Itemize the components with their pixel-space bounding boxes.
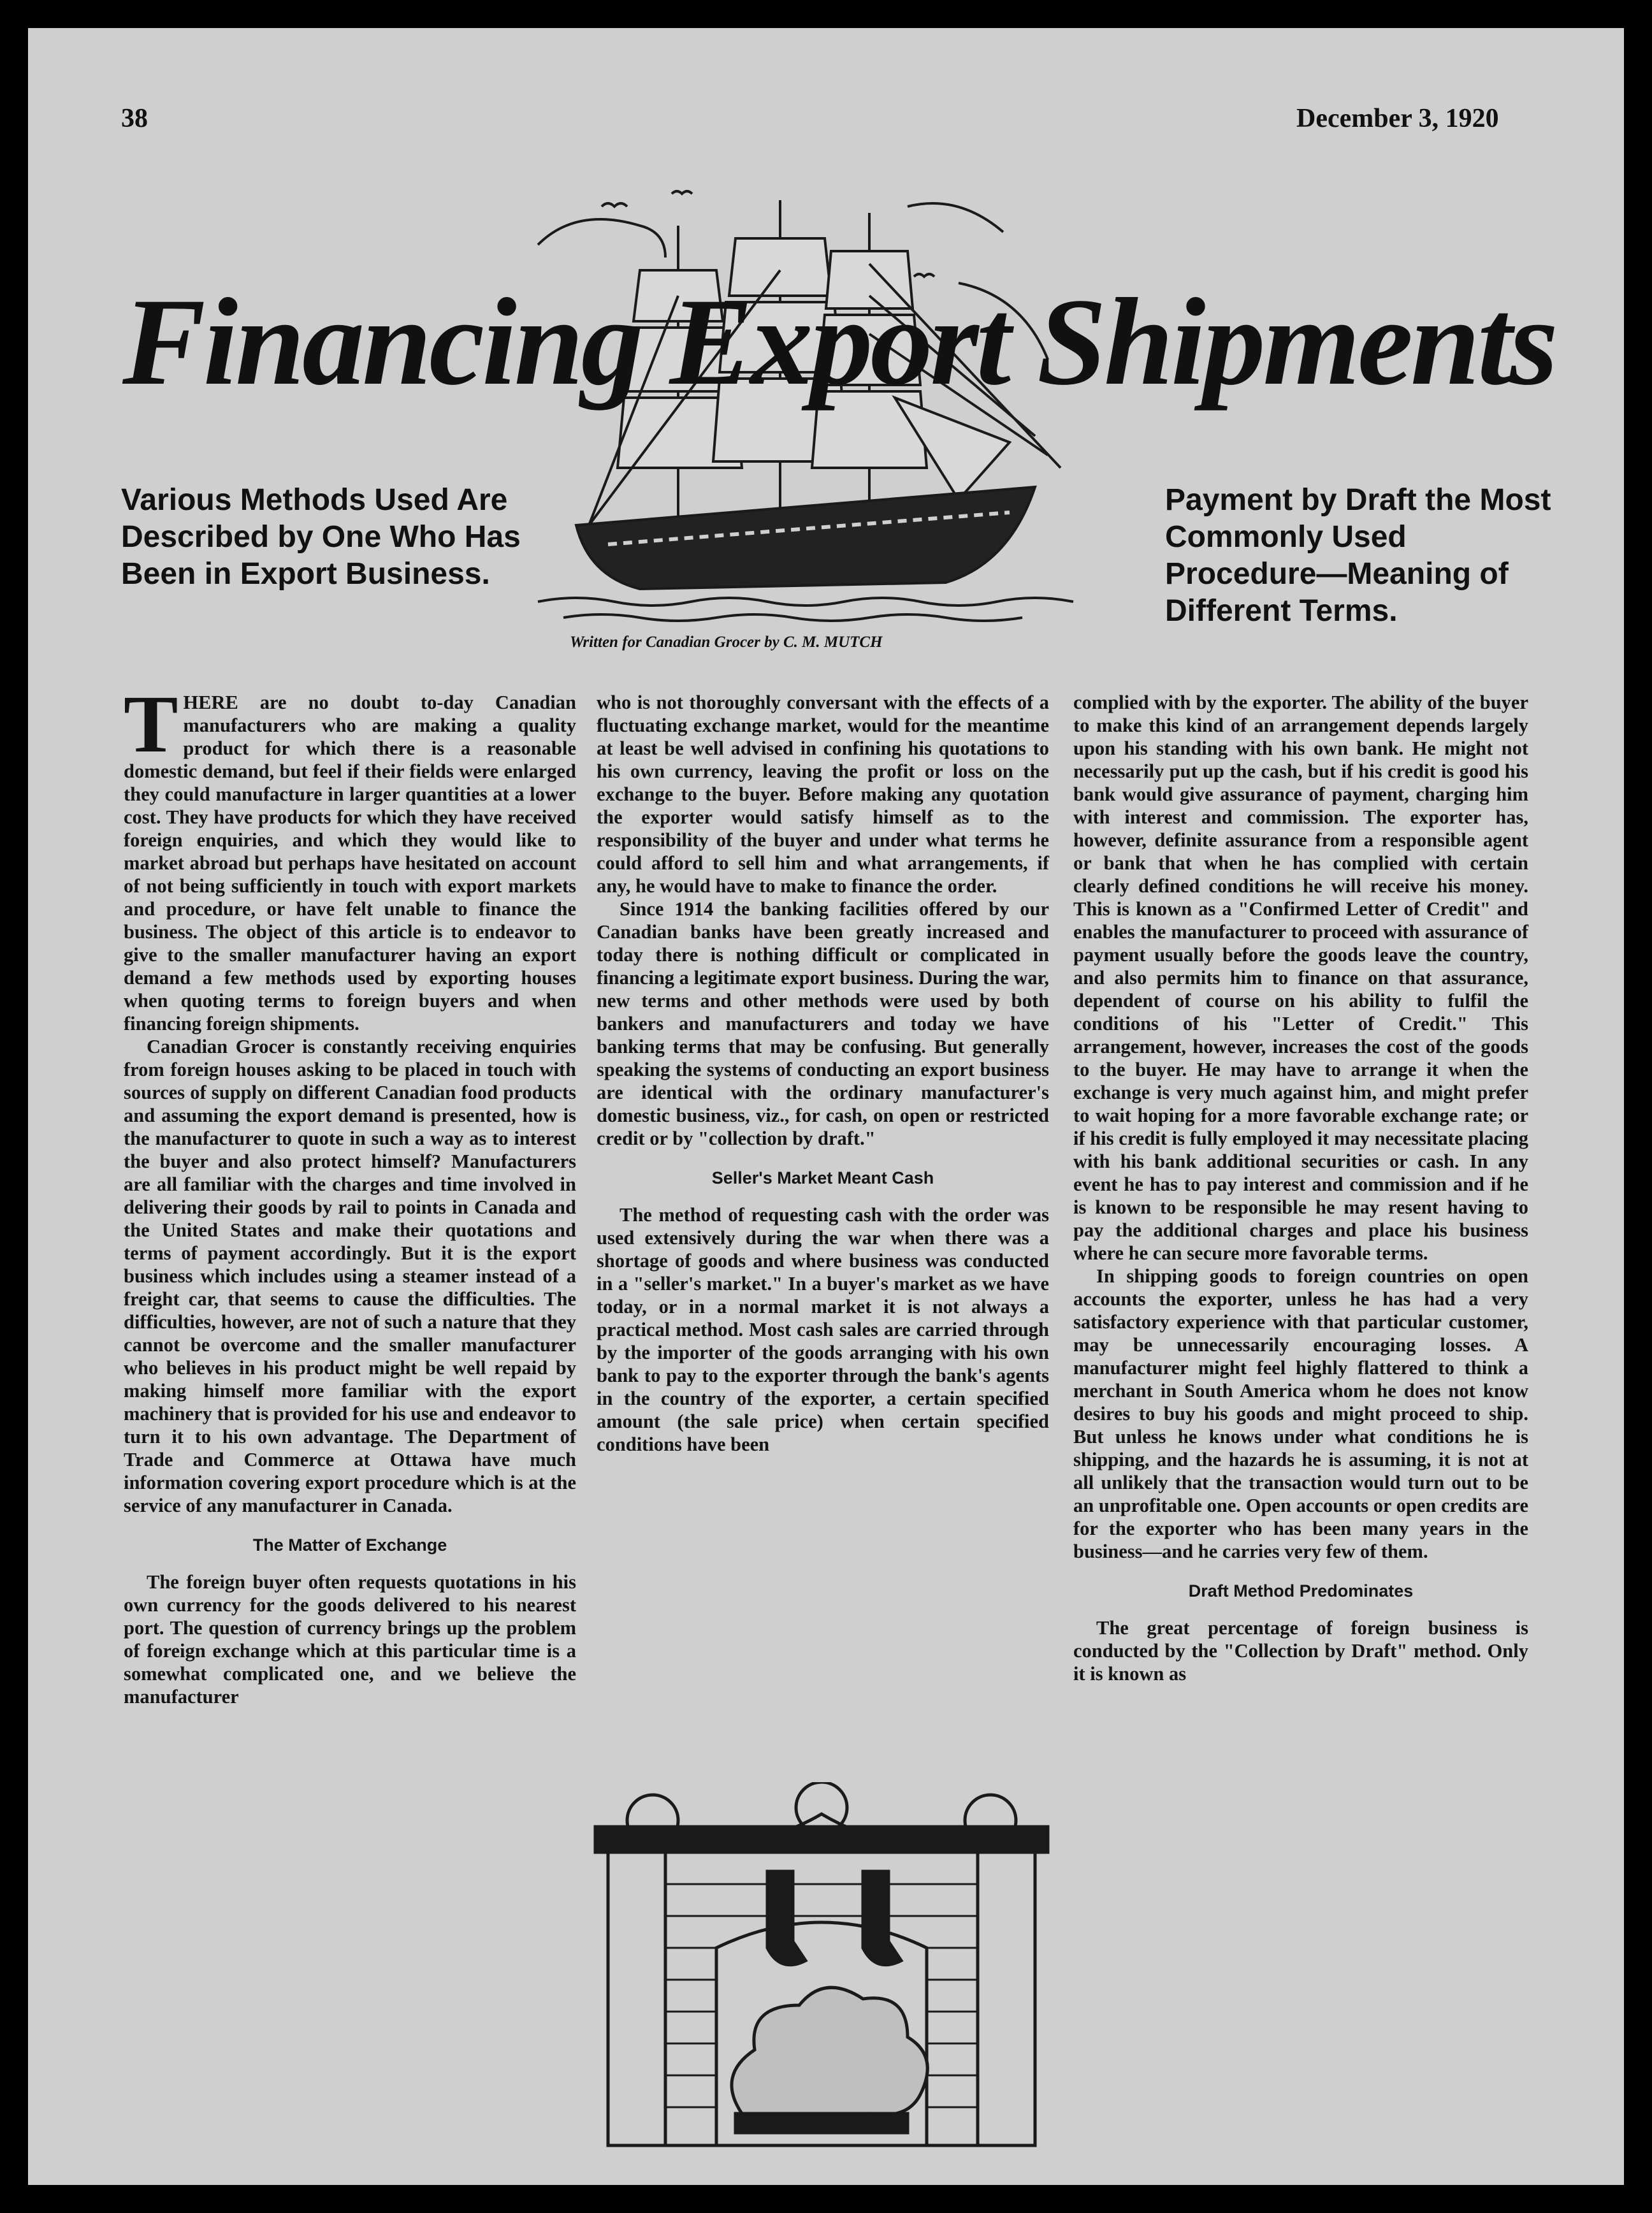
paragraph: The method of requesting cash with the order was used extensively during the war when there was a shortage of goods and where business was conducted in a "seller's market." In a buyer's market as we have today, or in a normal market it is not always a practical method. Most cash sales are carried through by the importer of the goods arranging with his own bank to pay to the exporter through the bank's agents in the country of the exporter, a certain specified amount (the sale price) when certain specified conditions have been (597, 1204, 1049, 1455)
article-column-2 (597, 691, 1049, 1456)
issue-date: December 3, 1920 (1296, 104, 1499, 133)
article-column-1 (124, 679, 576, 1708)
section-heading: Draft Method Predominates (1188, 1581, 1414, 1600)
magazine-page (28, 28, 1624, 2185)
section-heading: Seller's Market Meant Cash (711, 1168, 934, 1187)
paragraph: The great percentage of foreign business is conducted by the "Collection by Draft" method. Only it is known as (1073, 1617, 1528, 1685)
article-headline: Financing Export Shipments (122, 273, 1556, 411)
byline: Written for Canadian Grocer by C. M. MUTCH (570, 634, 883, 651)
subheading-left: Various Methods Used Are Described by One Who Has Been in Export Business. (121, 483, 521, 591)
paragraph: The foreign buyer often requests quotations in his own currency for the goods delivered to his nearest port. The question of currency brings up the problem of foreign exchange which at this particular time is a somewhat complicated one, and we believe the manufacturer (124, 1571, 576, 1708)
paragraph: who is not thoroughly conversant with the effects of a fluctuating exchange market, would for the meantime at least be well advised in confining his quotations to his own currency, leaving the profit or loss on the exchange to the buyer. Before making any quotation the exporter would satisfy himself as to the responsibility of the buyer and under what terms he could afford to sell him and what arrangements, if any, he would have to make to finance the order. (597, 692, 1049, 897)
section-heading: The Matter of Exchange (252, 1535, 447, 1555)
paragraph-text: HERE are no doubt to-day Canadian manufacturers who are making a quality product for which there is a reasonable domestic demand, but feel if their fields were enlarged they could manufacture in larger quantities at a lower cost. They have products for which they have received foreign enquiries, and which they would like to market abroad but perhaps have hesitated on account of not being sufficiently in touch with export markets and procedure, or have felt unable to finance the business. The object of this article is to endeavor to give to the smaller manufacturer having an export demand a few methods used by exporting houses when quoting terms to foreign buyers and when financing foreign shipments. (124, 692, 576, 1034)
paragraph (124, 679, 576, 1035)
paragraph: In shipping goods to foreign countries on open accounts the exporter, unless he has had a very satisfactory experience with that particular customer, may be unnecessarily encouraging losses. A manufacturer might feel highly flattered to think a merchant in South America whom he does not know desires to buy his goods and might proceed to ship. But unless he knows under what conditions he is shipping, and the hazards he is assuming, it is not at all unlikely that the transaction would turn out to be an unprofitable one. Open accounts or open credits are for the exporter who has been many years in the business—and he carries very few of them. (1073, 1265, 1528, 1562)
paragraph: Canadian Grocer is constantly receiving enquiries from foreign houses asking to be placed in touch with sources of supply on different Canadian food products and assuming the export demand is presented, how is the manufacturer to quote in such a way as to interest the buyer and also protect himself? Manufacturers are all familiar with the charges and time involved in delivering their goods by rail to points in Canada and the United States and make their quotations and terms of payment accordingly. But it is the export business which includes using a steamer instead of a freight car, that seems to cause the difficulties. The difficulties, however, are not of such a nature that they cannot be overcome and the smaller manufacturer who believes in his product might be well repaid by making himself more familiar with the export machinery that is provided for his use and endeavor to turn it to his own advantage. The Department of Trade and Commerce at Ottawa have much information covering export procedure which is at the service of any manufacturer in Canada. (124, 1036, 576, 1516)
drop-cap: T (124, 679, 178, 769)
subheading-right: Payment by Draft the Most Commonly Used Procedure—Meaning of Different Terms. (1165, 483, 1551, 628)
fireplace-illustration (589, 1782, 1054, 2152)
page-number: 38 (121, 104, 148, 133)
paragraph: complied with by the exporter. The ability of the buyer to make this kind of an arrangement depends largely upon his standing with his own bank. He might not necessarily put up the cash, but if his credit is good his bank would give assurance of payment, charging him with interest and commission. The exporter has, however, definite assurance from a responsible agent or bank that when he has complied with certain clearly defined conditions he will receive his money. This is known as a "Confirmed Letter of Credit" and enables the manufacturer to proceed with assurance of payment usually before the goods leave the country, and also permits him to finance on that assurance, dependent of course on his ability to fulfil the conditions of his "Letter of Credit." This arrangement, however, increases the cost of the goods to the buyer. He may have to arrange it when the exchange is very much against him, and might prefer to wait hoping for a more favorable exchange rate; or if his credit is fully employed it may necessitate placing with his bank additional securities or cash. In any event he has to pay interest and commission and if he is known to be responsible he may resent having to pay the additional charges and place his business where he can secure more favorable terms. (1073, 692, 1528, 1264)
article-column-3 (1073, 691, 1528, 1685)
paragraph: Since 1914 the banking facilities offered by our Canadian banks have been greatly increased and today there is nothing difficult or complicated in financing a legitimate export business. During the war, new terms and other methods were used by both bankers and manufacturers and today we have banking terms that may be confusing. But generally speaking the systems of conducting an export business are identical with the ordinary manufacturer's domestic business, viz., for cash, on open or restricted credit or by "collection by draft." (597, 898, 1049, 1149)
